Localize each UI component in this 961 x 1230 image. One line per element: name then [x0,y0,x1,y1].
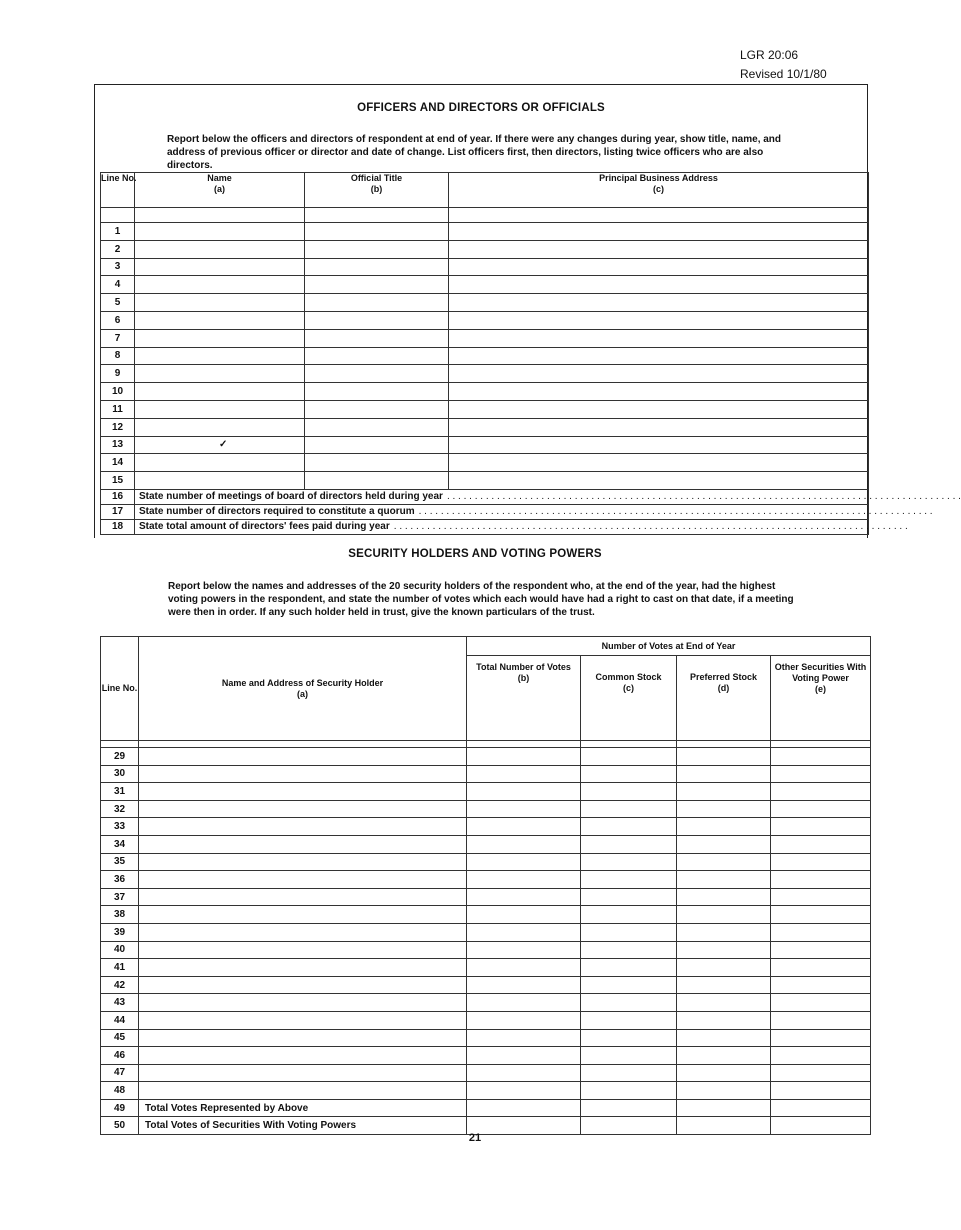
question-answer-field[interactable] [135,489,961,504]
officer-title-cell[interactable] [305,400,449,418]
holder-line-number: 38 [101,906,139,924]
question-line-number: 18 [101,519,135,534]
total-votes-cell[interactable] [467,994,581,1012]
holder-name-cell[interactable] [139,783,467,801]
other-securities-cell[interactable] [771,1099,871,1117]
common-stock-cell[interactable] [581,959,677,977]
officer-title-cell[interactable] [305,276,449,294]
officer-name-cell[interactable] [135,472,305,490]
common-stock-cell[interactable] [581,835,677,853]
officers-address-header: Principal Business Address (c) [449,173,869,208]
preferred-stock-cell[interactable] [677,1047,771,1065]
officer-title-cell[interactable] [305,240,449,258]
officers-title: OFFICERS AND DIRECTORS OR OFFICIALS [357,102,605,114]
other-securities-cell[interactable] [771,853,871,871]
preferred-stock-cell[interactable] [677,1082,771,1100]
other-securities-cell[interactable] [771,765,871,783]
preferred-stock-cell[interactable] [677,994,771,1012]
holder-line-number: 33 [101,818,139,836]
officer-row [101,294,869,312]
totals-row [101,1099,871,1117]
common-stock-cell[interactable] [581,765,677,783]
officer-name-cell[interactable] [135,365,305,383]
officer-address-cell[interactable] [449,418,869,436]
officer-line-number: 1 [101,223,135,241]
preferred-stock-cell[interactable] [677,1011,771,1029]
officer-line-number: 6 [101,311,135,329]
officer-address-cell[interactable] [449,258,869,276]
holder-name-cell[interactable] [139,1011,467,1029]
officer-address-cell[interactable] [449,240,869,258]
officer-name-cell[interactable] [135,436,305,454]
officer-line-number: 2 [101,240,135,258]
question-text: State number of directors required to constitute a quorum [139,506,415,518]
officer-name-cell[interactable] [135,223,305,241]
holder-line-number: 35 [101,853,139,871]
preferred-stock-cell[interactable] [677,906,771,924]
total-votes-cell[interactable] [467,818,581,836]
officer-address-cell[interactable] [449,347,869,365]
officer-row [101,454,869,472]
officer-address-cell[interactable] [449,454,869,472]
preferred-stock-cell[interactable] [677,959,771,977]
holder-line-number: 48 [101,1082,139,1100]
common-stock-cell[interactable] [581,1047,677,1065]
total-votes-cell[interactable] [467,941,581,959]
common-stock-cell[interactable] [581,853,677,871]
preferred-stock-cell[interactable] [677,923,771,941]
holder-name-cell[interactable] [139,976,467,994]
total-votes-cell[interactable] [467,783,581,801]
officer-address-cell[interactable] [449,400,869,418]
common-stock-cell[interactable] [581,1029,677,1047]
preferred-stock-cell[interactable] [677,765,771,783]
holder-line-number: 30 [101,765,139,783]
officer-name-cell[interactable] [135,418,305,436]
page-number: 21 [468,1132,482,1144]
common-stock-cell[interactable] [581,871,677,889]
question-text: State number of meetings of board of directors held during year [139,491,443,503]
total-votes-cell[interactable] [467,765,581,783]
totals-label: Total Votes Represented by Above [139,1099,467,1117]
security-instructions: Report below the names and addresses of the 20 security holders of the respondent who, at the end of the year, had the highest voting powers in the respondent, and state the number of votes which each would have had a right to cast on that date, if a meeting were then in order. If any such holder held in trust, give the known particulars of the trust. [168,581,794,618]
holder-line-number: 34 [101,835,139,853]
common-stock-cell[interactable] [581,1011,677,1029]
total-votes-cell[interactable] [467,800,581,818]
holder-line-number: 45 [101,1029,139,1047]
other-securities-cell[interactable] [771,1011,871,1029]
holder-name-cell[interactable] [139,1064,467,1082]
common-stock-cell[interactable] [581,906,677,924]
holder-line-number: 40 [101,941,139,959]
holder-line-number: 29 [101,748,139,766]
officer-row [101,418,869,436]
security-holder-header: Name and Address of Security Holder (a) [139,637,467,741]
officer-address-cell[interactable] [449,329,869,347]
officer-name-cell[interactable] [135,311,305,329]
other-securities-cell[interactable] [771,1082,871,1100]
holder-row [101,818,871,836]
dot-leader: . . . . . . . . . . . . . . . . . . . . . . . . . . . . . . . . . . . . . . . . . . . . . . . . . . . . . . . . . . . . . . . . . . . . . . . . . . . . . . . . . . . . . . . . . . . . . [418,506,933,518]
preferred-stock-cell[interactable] [677,853,771,871]
holder-line-number: 46 [101,1047,139,1065]
holder-name-cell[interactable] [139,853,467,871]
question-row [101,504,869,519]
officer-title-cell[interactable] [305,258,449,276]
holder-row [101,783,871,801]
officer-line-number: 5 [101,294,135,312]
holder-row [101,941,871,959]
officer-row [101,311,869,329]
officer-row [101,347,869,365]
holder-row [101,1082,871,1100]
total-votes-cell[interactable] [467,748,581,766]
officer-name-cell[interactable] [135,454,305,472]
common-stock-cell[interactable] [581,976,677,994]
holder-row [101,923,871,941]
common-stock-cell[interactable] [581,783,677,801]
other-securities-cell[interactable] [771,1047,871,1065]
officer-name-cell[interactable] [135,240,305,258]
holder-line-number: 42 [101,976,139,994]
officer-line-number: 14 [101,454,135,472]
other-securities-cell[interactable] [771,941,871,959]
security-line-header: Line No. [101,637,139,741]
holder-row [101,1064,871,1082]
preferred-stock-cell[interactable] [677,783,771,801]
holder-row [101,1011,871,1029]
officer-name-cell[interactable] [135,294,305,312]
common-stock-cell[interactable] [581,748,677,766]
other-securities-cell[interactable] [771,818,871,836]
officer-address-cell[interactable] [449,365,869,383]
preferred-stock-cell[interactable] [677,835,771,853]
total-votes-cell[interactable] [467,835,581,853]
total-votes-cell[interactable] [467,1011,581,1029]
officer-line-number: 13 [101,436,135,454]
question-line-number: 16 [101,489,135,504]
total-votes-cell[interactable] [467,888,581,906]
officer-line-number: 10 [101,383,135,401]
other-securities-cell[interactable] [771,800,871,818]
other-securities-cell[interactable] [771,1029,871,1047]
common-stock-cell[interactable] [581,888,677,906]
officer-line-number: 15 [101,472,135,490]
officer-address-cell[interactable] [449,383,869,401]
officer-name-cell[interactable] [135,276,305,294]
question-answer-field[interactable] [135,504,933,519]
officer-name-cell[interactable] [135,383,305,401]
preferred-stock-cell[interactable] [677,941,771,959]
other-securities-cell[interactable] [771,835,871,853]
common-stock-cell[interactable] [581,994,677,1012]
officer-name-cell[interactable] [135,258,305,276]
preferred-stock-cell[interactable] [677,1099,771,1117]
officer-address-cell[interactable] [449,472,869,490]
dot-leader: . . . . . . . . . . . . . . . . . . . . . . . . . . . . . . . . . . . . . . . . . . . . . . . . . . . . . . . . . . . . . . . . . . . . . . . . . . . . . . . . . . . . . . . . . . . . . [393,521,908,533]
total-votes-cell[interactable] [467,871,581,889]
holder-name-cell[interactable] [139,941,467,959]
other-securities-cell[interactable] [771,748,871,766]
officer-row [101,240,869,258]
officer-line-number: 11 [101,400,135,418]
preferred-stock-cell[interactable] [677,818,771,836]
totals-label: Total Votes of Securities With Voting Powers [139,1117,467,1135]
officer-title-cell[interactable] [305,311,449,329]
officer-row [101,436,869,454]
other-securities-cell[interactable] [771,976,871,994]
question-answer-field[interactable] [135,519,908,534]
preferred-stock-cell[interactable] [677,871,771,889]
dot-leader: . . . . . . . . . . . . . . . . . . . . . . . . . . . . . . . . . . . . . . . . . . . . . . . . . . . . . . . . . . . . . . . . . . . . . . . . . . . . . . . . . . . . . . . . . . . . . [446,491,961,503]
totals-line-number: 49 [101,1099,139,1117]
total-votes-cell[interactable] [467,959,581,977]
common-stock-header: Common Stock (c) [581,656,677,741]
officer-title-cell[interactable] [305,418,449,436]
officers-name-header: Name (a) [135,173,305,208]
officer-line-number: 4 [101,276,135,294]
preferred-stock-cell[interactable] [677,976,771,994]
security-holders-table [100,636,871,1135]
holder-line-number: 44 [101,1011,139,1029]
officer-title-cell[interactable] [305,454,449,472]
preferred-stock-cell[interactable] [677,1064,771,1082]
holder-row [101,835,871,853]
preferred-stock-cell[interactable] [677,1029,771,1047]
question-row [101,489,869,504]
officer-row [101,400,869,418]
officer-address-cell[interactable] [449,294,869,312]
holder-name-cell[interactable] [139,959,467,977]
holder-name-cell[interactable] [139,1082,467,1100]
holder-name-cell[interactable] [139,1047,467,1065]
officer-line-number: 12 [101,418,135,436]
officer-title-cell[interactable] [305,347,449,365]
officer-line-number: 3 [101,258,135,276]
holder-row [101,853,871,871]
holder-row [101,959,871,977]
holder-row [101,765,871,783]
officer-row [101,258,869,276]
common-stock-cell[interactable] [581,923,677,941]
preferred-stock-cell[interactable] [677,800,771,818]
officer-title-cell[interactable] [305,472,449,490]
officer-name-cell[interactable] [135,347,305,365]
total-votes-cell[interactable] [467,1047,581,1065]
officer-line-number: 8 [101,347,135,365]
officers-table [100,172,961,535]
holder-line-number: 43 [101,994,139,1012]
other-securities-cell[interactable] [771,783,871,801]
holder-row [101,748,871,766]
holder-name-cell[interactable] [139,994,467,1012]
tick-mark: ✓ [219,439,228,451]
total-votes-cell[interactable] [467,923,581,941]
holder-line-number: 31 [101,783,139,801]
holder-name-cell[interactable] [139,923,467,941]
common-stock-cell[interactable] [581,1099,677,1117]
officer-row [101,365,869,383]
other-securities-cell[interactable] [771,994,871,1012]
officer-address-cell[interactable] [449,311,869,329]
question-row [101,519,869,534]
total-votes-cell[interactable] [467,853,581,871]
officer-title-cell[interactable] [305,365,449,383]
common-stock-cell[interactable] [581,1082,677,1100]
holder-row [101,994,871,1012]
votes-group-header: Number of Votes at End of Year [467,637,871,656]
officer-line-number: 7 [101,329,135,347]
officer-row [101,223,869,241]
officer-row [101,276,869,294]
preferred-stock-cell[interactable] [677,888,771,906]
officer-row [101,329,869,347]
officer-title-cell[interactable] [305,329,449,347]
question-line-number: 17 [101,504,135,519]
holder-name-cell[interactable] [139,835,467,853]
officer-title-cell[interactable] [305,436,449,454]
other-securities-cell[interactable] [771,959,871,977]
holder-row [101,906,871,924]
officer-row [101,472,869,490]
holder-line-number: 36 [101,871,139,889]
total-votes-header: Total Number of Votes (b) [467,656,581,741]
holder-name-cell[interactable] [139,888,467,906]
total-votes-cell[interactable] [467,1099,581,1117]
other-securities-header: Other Securities With Voting Power (e) [771,656,871,741]
holder-name-cell[interactable] [139,871,467,889]
total-votes-cell[interactable] [467,1029,581,1047]
holder-line-number: 32 [101,800,139,818]
holder-row [101,976,871,994]
common-stock-cell[interactable] [581,1064,677,1082]
revised-date: Revised 10/1/80 [740,67,827,81]
holder-name-cell[interactable] [139,906,467,924]
security-title: SECURITY HOLDERS AND VOTING POWERS [348,548,602,560]
officer-address-cell[interactable] [449,436,869,454]
holder-line-number: 37 [101,888,139,906]
holder-row [101,888,871,906]
other-securities-cell[interactable] [771,1064,871,1082]
holder-name-cell[interactable] [139,818,467,836]
holder-line-number: 47 [101,1064,139,1082]
officer-title-cell[interactable] [305,223,449,241]
holder-name-cell[interactable] [139,800,467,818]
holder-line-number: 39 [101,923,139,941]
holder-name-cell[interactable] [139,765,467,783]
officers-line-header: Line No. [101,173,135,208]
officer-title-cell[interactable] [305,294,449,312]
form-code: LGR 20:06 [740,48,799,62]
common-stock-cell[interactable] [581,941,677,959]
total-votes-cell[interactable] [467,1064,581,1082]
common-stock-cell[interactable] [581,818,677,836]
other-securities-cell[interactable] [771,906,871,924]
officers-instructions: Report below the officers and directors of respondent at end of year. If there were any changes during year, show title, name, and address of previous officer or director and date of change. List officers first, then directors, listing twice officers who are also directors. [167,134,782,171]
officers-title-header: Official Title (b) [305,173,449,208]
other-securities-cell[interactable] [771,871,871,889]
preferred-stock-cell[interactable] [677,748,771,766]
holder-row [101,1047,871,1065]
other-securities-cell[interactable] [771,923,871,941]
officer-address-cell[interactable] [449,223,869,241]
officer-line-number: 9 [101,365,135,383]
total-votes-cell[interactable] [467,1082,581,1100]
common-stock-cell[interactable] [581,800,677,818]
holder-row [101,1029,871,1047]
holder-row [101,800,871,818]
officer-row [101,383,869,401]
officer-name-cell[interactable] [135,329,305,347]
officer-address-cell[interactable] [449,276,869,294]
question-text: State total amount of directors' fees paid during year [139,521,390,533]
holder-row [101,871,871,889]
totals-line-number: 50 [101,1117,139,1135]
officer-title-cell[interactable] [305,383,449,401]
holder-name-cell[interactable] [139,748,467,766]
preferred-stock-header: Preferred Stock (d) [677,656,771,741]
total-votes-cell[interactable] [467,906,581,924]
holder-name-cell[interactable] [139,1029,467,1047]
holder-line-number: 41 [101,959,139,977]
total-votes-cell[interactable] [467,976,581,994]
other-securities-cell[interactable] [771,888,871,906]
officer-name-cell[interactable] [135,400,305,418]
